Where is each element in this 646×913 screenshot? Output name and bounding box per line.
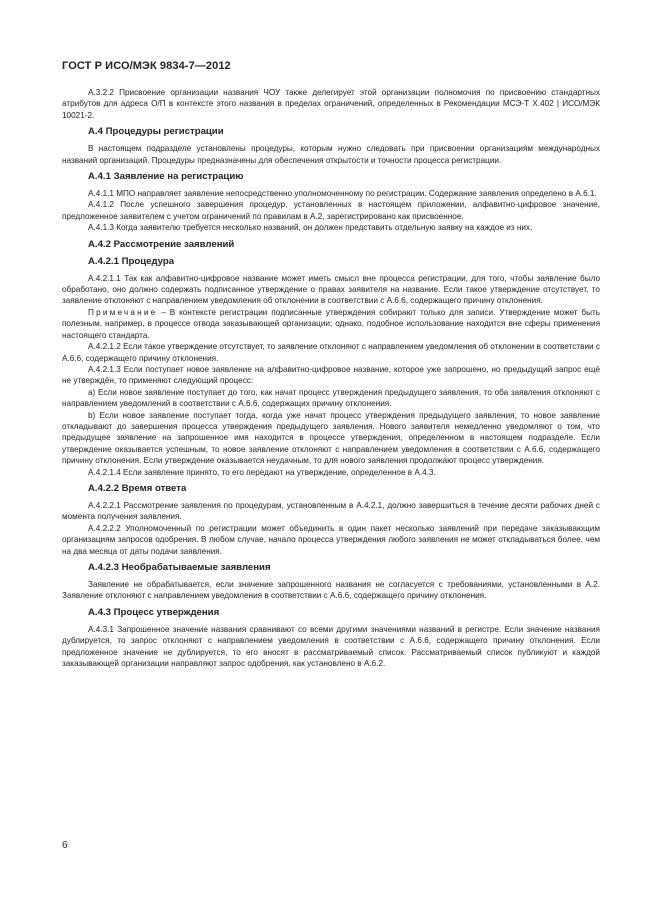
body-paragraph: А.4.2.2.1 Рассмотрение заявления по процедурам, установленным в А.4.2.1, должно завершиться в течение десяти рабочих дней с момента получения заявления.: [62, 500, 600, 522]
body-paragraph: А.4.2.1.1 Так как алфавитно-цифровое название может иметь смысл вне процесса регистрации, для того, чтобы заявление было обработано, оно должно содержать подписанное утверждение о правах заявителя на название. Если такое утверждение отсутствует, то заявление отклоняют с направлением уведомления об отклонении в соответствии с А.6.6, содержащего причину отклонения.: [62, 273, 600, 306]
document-body: [62, 87, 600, 669]
document-header: ГОСТ Р ИСО/МЭК 9834-7—2012: [62, 60, 231, 72]
body-paragraph: А.3.2.2 Присвоение организации названия ЧОУ также делегирует этой организации полномочия по присвоению стандартных атрибутов для адреса О/П в контексте этого названия в пределах ограничений, определенных в Рекомендации МСЭ-Т X.402 | ИСО/МЭК 10021-2.: [62, 88, 600, 120]
body-paragraph: А.4.3.1 Запрошенное значение названия сравнивают со всеми другими значениями названий в регистре. Если значение названия дублируется, то запрос отклоняют с направлением уведомления в соответствии с А.6.6, содержащего причину отклонения. Если предложенное значение не дублируется, то его вносят в рассматриваемый список. Рассматриваемый список публикуют и каждой заказывающей организации направляют запрос одобрения, как установлено в А.6.2.: [62, 624, 600, 669]
body-paragraph: А.4.2.1.4 Если заявление принято, то его передают на утверждение, определенное в А.4.3.: [88, 467, 436, 477]
section-heading: А.4.2 Рассмотрение заявлений: [88, 238, 235, 250]
body-paragraph: А.4.1.2 После успешного завершения процедур, установленных в настоящем приложении, алфавитно-цифровое значение, предложенное заявителем с учетом ограничений по правилам в А.2, зарегистрировано как присвоенное.: [62, 200, 600, 221]
body-paragraph: В настоящем подразделе установлены процедуры, которым нужно следовать при присвоении организациям международных названий организаций. Процедуры предназначены для обеспечения открытости и точности процесса регистрации.: [62, 144, 600, 165]
body-paragraph: а) Если новое заявление поступает до того, как начат процесс утверждения предыдущего заявления, то оба заявления отклоняют с направлением уведомлений в соответствии с А.6.6, содержащих причину отклонения.: [62, 387, 600, 409]
body-paragraph: А.4.1.3 Когда заявителю требуется несколько названий, он должен представить отдельную заявку на каждое из них.: [88, 223, 533, 233]
section-heading: А.4.2.2 Время ответа: [88, 482, 187, 494]
body-paragraph: А.4.1.1 МПО направляет заявление непосредственно уполномоченному по регистрации. Содержание заявления определено в А.6.1.: [88, 189, 597, 199]
section-heading: А.4.1 Заявление на регистрацию: [88, 171, 244, 183]
body-paragraph: А.4.2.1.2 Если такое утверждение отсутствует, то заявление отклоняют с направлением уведомления об отклонении в соответствии с А.6.6, содержащего причину отклонения.: [62, 342, 600, 363]
body-paragraph: А.4.2.1.3 Если поступает новое заявление на алфавитно-цифровое название, которое уже запрошено, но предыдущий запрос ещё не утверждён, то применяют следующий процесс:: [62, 364, 600, 386]
note-paragraph: [62, 307, 600, 341]
note-text: – В контексте регистрации подписанные утверждения собирают только для записи. Утверждение может быть полезным, например, в процессе отвода заказывающей организации; однако, подобное использование находится вне сферы применения настоящего стандарта.: [62, 307, 600, 340]
section-heading: А.4.3 Процесс утверждения: [88, 606, 220, 618]
section-heading: А.4 Процедуры регистрации: [88, 126, 224, 138]
section-heading: А.4.2.3 Необрабатываемые заявления: [88, 562, 271, 573]
body-paragraph: Заявление не обрабатывается, если значение запрошенного названия не согласуется с требованиями, установленными в А.2. Заявление отклоняют с направлением уведомления в соответствии с А.6.6, содержащего причину отклонения.: [62, 580, 600, 601]
section-heading: А.4.2.1 Процедура: [88, 255, 175, 267]
body-paragraph: А.4.2.2.2 Уполномоченный по регистрации может объединить в один пакет несколько заявлений при передаче заказывающим организациям запросов одобрения. В любом случае, начало процесса утверждения любого заявления не может откладываться более, чем на два месяца от даты подачи заявления.: [62, 523, 600, 556]
note-label: Примечание: [88, 307, 158, 317]
body-paragraph: b) Если новое заявление поступает тогда, когда уже начат процесс утверждения предыдущего заявления, то новое заявление откладывают до завершения процесса утверждения предыдущего заявления. Нового заявителя немедленно уведомляют о том, что предыдущее заявление на запрошенное имя находится в процессе утверждения, определенном в настоящем подразделе. Если утверждение оказывается успешным, то новое заявление отклоняют с направлением уведомления в соответствии с А.6.6, содержащего причину отклонения. Если утверждение оказывается неудачным, то для нового заявления продолжают процесс утверждения.: [62, 410, 600, 466]
page-number: 6: [62, 840, 68, 851]
